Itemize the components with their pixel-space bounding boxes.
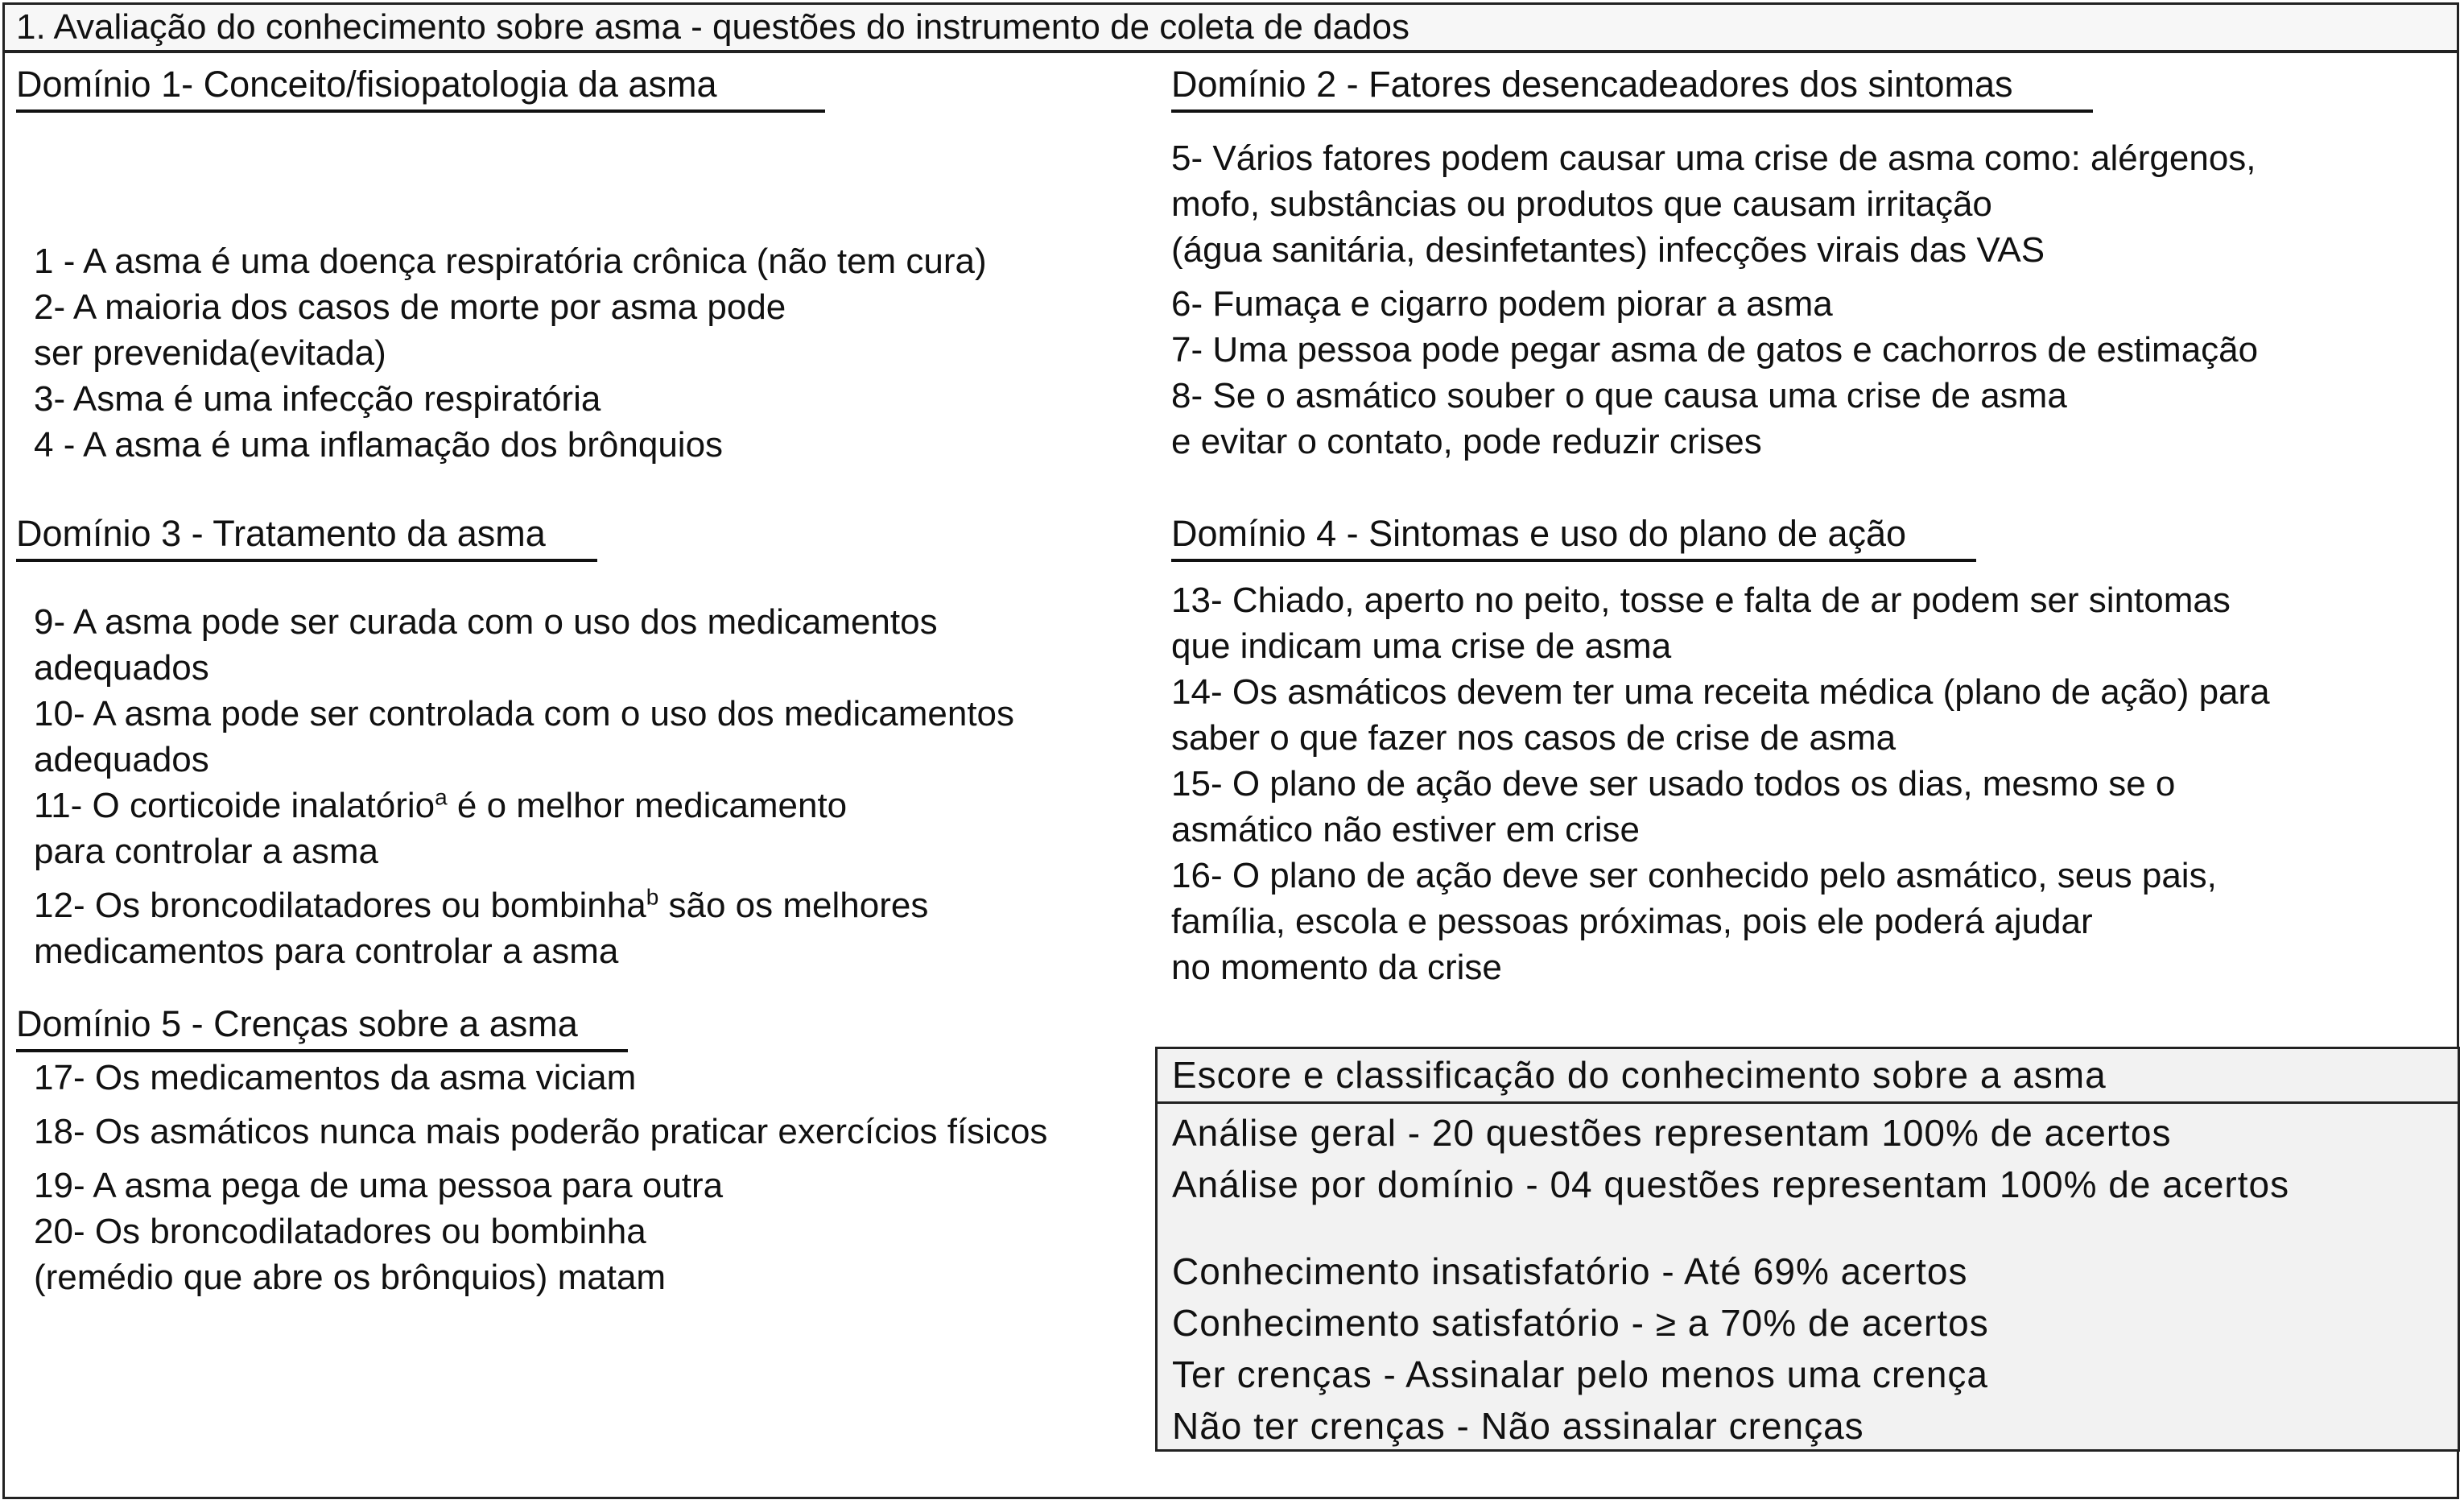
question-10-line-2: adequados xyxy=(34,740,209,779)
question-20-line-2: (remédio que abre os brônquios) matam xyxy=(34,1258,667,1297)
score-no-beliefs: Não ter crenças - Não assinalar crenças xyxy=(1172,1405,1864,1447)
domain-1-title: Domínio 1- Conceito/fisiopatologia da asma xyxy=(16,63,825,113)
question-2-line-1: 2- A maioria dos casos de morte por asma pode xyxy=(34,287,786,327)
spacer xyxy=(34,1101,1047,1109)
question-7: 7- Uma pessoa pode pegar asma de gatos e cachorros de estimação xyxy=(1171,330,2259,370)
score-body xyxy=(1158,1104,2458,1452)
question-11-text: 11- O corticoide inalatório xyxy=(34,786,435,825)
question-11-text-end: é o melhor medicamento xyxy=(447,786,848,825)
footnote-a: a xyxy=(435,784,448,810)
spacer xyxy=(1172,1210,2458,1246)
domain-3-title: Domínio 3 - Tratamento da asma xyxy=(16,512,597,562)
question-20-line-1: 20- Os broncodilatadores ou bombinha xyxy=(34,1212,646,1251)
domain-2-questions xyxy=(1171,135,2258,465)
question-1: 1 - A asma é uma doença respiratória crônica (não tem cura) xyxy=(34,242,987,281)
spacer xyxy=(1171,273,2258,281)
question-11-line-2: para controlar a asma xyxy=(34,832,378,871)
question-12-line-2: medicamentos para controlar a asma xyxy=(34,932,619,971)
score-unsatisfactory: Conhecimento insatisfatório - Até 69% acertos xyxy=(1172,1250,1968,1292)
question-12-line-1 xyxy=(34,882,1014,928)
question-11-line-1 xyxy=(34,783,1014,828)
score-general: Análise geral - 20 questões representam 100% de acertos xyxy=(1172,1112,2172,1154)
question-16-line-1: 16- O plano de ação deve ser conhecido pelo asmático, seus pais, xyxy=(1171,856,2217,895)
spacer xyxy=(34,1155,1047,1163)
question-6: 6- Fumaça e cigarro podem piorar a asma xyxy=(1171,284,1833,324)
domain-5-title: Domínio 5 - Crenças sobre a asma xyxy=(16,1002,628,1052)
question-14-line-2: saber o que fazer nos casos de crise de asma xyxy=(1171,718,1896,758)
question-5-line-1: 5- Vários fatores podem causar uma crise de asma como: alérgenos, xyxy=(1171,138,2256,178)
question-5-line-3: (água sanitária, desinfetantes) infecções virais das VAS xyxy=(1171,230,2045,270)
question-16-line-2: família, escola e pessoas próximas, pois ele poderá ajudar xyxy=(1171,902,2093,941)
question-18: 18- Os asmáticos nunca mais poderão praticar exercícios físicos xyxy=(34,1112,1048,1151)
domain-4-questions xyxy=(1171,577,2270,990)
question-2-line-2: ser prevenida(evitada) xyxy=(34,333,386,373)
domain-3-questions xyxy=(34,599,1014,974)
question-15-line-1: 15- O plano de ação deve ser usado todos os dias, mesmo se o xyxy=(1171,764,2176,804)
question-3: 3- Asma é uma infecção respiratória xyxy=(34,379,601,419)
question-10-line-1: 10- A asma pode ser controlada com o uso dos medicamentos xyxy=(34,694,1015,733)
spacer xyxy=(34,874,1014,882)
question-5-line-2: mofo, substâncias ou produtos que causam irritação xyxy=(1171,184,1992,224)
score-title: Escore e classificação do conhecimento sobre a asma xyxy=(1158,1049,2458,1104)
question-17: 17- Os medicamentos da asma viciam xyxy=(34,1058,637,1097)
score-satisfactory: Conhecimento satisfatório - ≥ a 70% de acertos xyxy=(1172,1302,1989,1344)
score-box xyxy=(1155,1047,2460,1452)
question-9-line-2: adequados xyxy=(34,648,209,688)
domain-4-title: Domínio 4 - Sintomas e uso do plano de ação xyxy=(1171,512,1976,562)
question-16-line-3: no momento da crise xyxy=(1171,948,1502,987)
question-14-line-1: 14- Os asmáticos devem ter uma receita médica (plano de ação) para xyxy=(1171,672,2270,712)
question-19: 19- A asma pega de uma pessoa para outra xyxy=(34,1166,724,1205)
score-by-domain: Análise por domínio - 04 questões representam 100% de acertos xyxy=(1172,1163,2290,1205)
question-8-line-2: e evitar o contato, pode reduzir crises xyxy=(1171,422,1762,461)
domain-2-title: Domínio 2 - Fatores desencadeadores dos sintomas xyxy=(1171,63,2093,113)
table-header xyxy=(2,2,2459,53)
footnote-b: b xyxy=(646,884,659,910)
question-9-line-1: 9- A asma pode ser curada com o uso dos medicamentos xyxy=(34,602,938,642)
question-12-text-end: são os melhores xyxy=(658,886,929,925)
score-beliefs: Ter crenças - Assinalar pelo menos uma crença xyxy=(1172,1353,1988,1395)
question-4: 4 - A asma é uma inflamação dos brônquios xyxy=(34,425,724,465)
domain-1-questions xyxy=(34,238,987,468)
question-13-line-2: que indicam uma crise de asma xyxy=(1171,626,1672,666)
question-8-line-1: 8- Se o asmático souber o que causa uma crise de asma xyxy=(1171,376,2067,415)
question-13-line-1: 13- Chiado, aperto no peito, tosse e falta de ar podem ser sintomas xyxy=(1171,581,2231,620)
domain-5-questions xyxy=(34,1055,1047,1300)
question-15-line-2: asmático não estiver em crise xyxy=(1171,810,1640,849)
question-12-text: 12- Os broncodilatadores ou bombinha xyxy=(34,886,646,925)
page-title: 1. Avaliação do conhecimento sobre asma - questões do instrumento de coleta de dados xyxy=(16,7,1409,47)
